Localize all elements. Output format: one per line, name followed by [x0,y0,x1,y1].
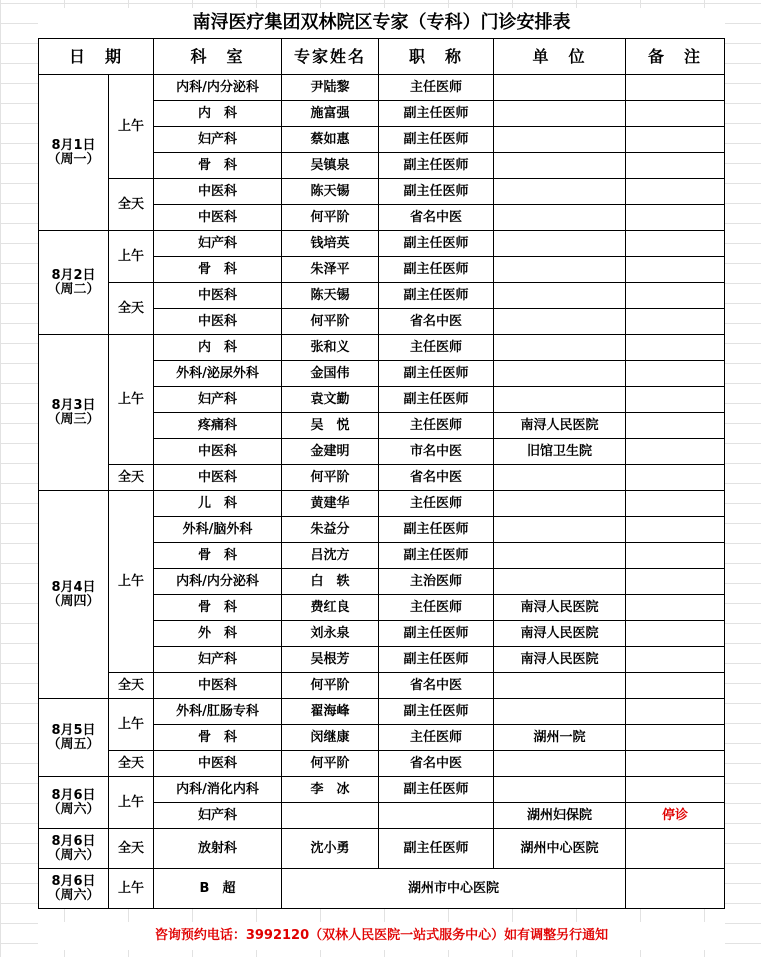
weekday-text: （周五） [47,736,100,752]
dept-cell: 妇产科 [154,647,282,673]
note-cell [626,153,725,179]
rank-cell [379,803,494,829]
session-cell: 上午 [109,231,154,283]
note-cell [626,543,725,569]
expert-name-cell: 袁文勤 [282,387,379,413]
header-rank: 职 称 [379,39,494,75]
rank-cell: 副主任医师 [379,543,494,569]
dept-cell: 内 科 [154,101,282,127]
date-cell [39,231,109,335]
dept-cell: 外科/脑外科 [154,517,282,543]
note-cell [626,647,725,673]
dept-cell: 中医科 [154,751,282,777]
rank-cell: 副主任医师 [379,621,494,647]
dept-cell: 骨 科 [154,257,282,283]
unit-cell [494,75,626,101]
table-row [39,699,725,725]
note-cell [626,361,725,387]
rank-cell: 副主任医师 [379,231,494,257]
expert-name-cell: 何平阶 [282,205,379,231]
rank-cell: 省名中医 [379,205,494,231]
table-row [39,829,725,869]
note-cell [626,413,725,439]
expert-name-cell: 尹陆黎 [282,75,379,101]
rank-cell: 省名中医 [379,673,494,699]
unit-cell [494,777,626,803]
dept-cell: 骨 科 [154,543,282,569]
unit-cell [494,153,626,179]
date-text: 8月6日 [51,787,96,803]
note-cell [626,205,725,231]
rank-cell: 主任医师 [379,491,494,517]
expert-name-cell: 陈天锡 [282,283,379,309]
expert-name-cell: 何平阶 [282,465,379,491]
table-row [39,751,725,777]
expert-name-cell: 蔡如惠 [282,127,379,153]
unit-cell [494,673,626,699]
weekday-text: （周六） [47,801,100,817]
unit-cell [494,335,626,361]
unit-cell [494,101,626,127]
note-cell: 停诊 [626,803,725,829]
dept-cell: 内科/消化内科 [154,777,282,803]
expert-name-cell: 李 冰 [282,777,379,803]
dept-cell: 中医科 [154,439,282,465]
rank-cell: 副主任医师 [379,257,494,283]
table-row [39,179,725,205]
merged-unit-cell: 湖州市中心医院 [282,869,626,909]
dept-cell: 内科/内分泌科 [154,569,282,595]
note-cell [626,439,725,465]
expert-name-cell [282,803,379,829]
unit-cell [494,751,626,777]
dept-cell: 中医科 [154,179,282,205]
expert-name-cell: 翟海峰 [282,699,379,725]
rank-cell: 主任医师 [379,595,494,621]
note-cell [626,127,725,153]
rank-cell: 主任医师 [379,335,494,361]
date-cell [39,491,109,699]
dept-cell: 中医科 [154,283,282,309]
rank-cell: 副主任医师 [379,179,494,205]
expert-name-cell: 刘永泉 [282,621,379,647]
session-cell: 全天 [109,673,154,699]
rank-cell: 市名中医 [379,439,494,465]
dept-cell: 骨 科 [154,725,282,751]
rank-cell: 副主任医师 [379,127,494,153]
rank-cell: 省名中医 [379,751,494,777]
table-row [39,673,725,699]
unit-cell [494,387,626,413]
table-row [39,283,725,309]
expert-name-cell: 闵继康 [282,725,379,751]
session-cell: 上午 [109,335,154,465]
note-cell [626,309,725,335]
expert-name-cell: 施富强 [282,101,379,127]
unit-cell [494,699,626,725]
session-cell: 上午 [109,491,154,673]
expert-name-cell: 钱培英 [282,231,379,257]
table-row [39,335,725,361]
note-cell [626,595,725,621]
footer-contact: 咨询预约电话：3992120（双林人民医院一站式服务中心）如有调整另行通知 [38,922,725,950]
table-row [39,777,725,803]
rank-cell: 副主任医师 [379,829,494,869]
rank-cell: 副主任医师 [379,361,494,387]
date-text: 8月1日 [51,137,96,153]
weekday-text: （周六） [47,847,100,863]
date-text: 8月4日 [51,579,96,595]
unit-cell [494,543,626,569]
unit-cell [494,517,626,543]
header-date: 日 期 [39,39,154,75]
unit-cell: 旧馆卫生院 [494,439,626,465]
note-cell [626,621,725,647]
session-cell: 全天 [109,283,154,335]
date-cell [39,777,109,829]
header-unit: 单 位 [494,39,626,75]
date-text: 8月3日 [51,397,96,413]
note-cell [626,673,725,699]
note-cell [626,699,725,725]
unit-cell: 湖州一院 [494,725,626,751]
table-row [39,75,725,101]
expert-name-cell: 费红良 [282,595,379,621]
rank-cell: 省名中医 [379,465,494,491]
dept-cell: 外科/肛肠专科 [154,699,282,725]
dept-cell: 妇产科 [154,387,282,413]
date-text: 8月2日 [51,267,96,283]
expert-name-cell: 吴 悦 [282,413,379,439]
unit-cell [494,309,626,335]
dept-cell: 中医科 [154,309,282,335]
unit-cell: 南浔人民医院 [494,647,626,673]
session-cell: 全天 [109,465,154,491]
dept-cell: 外 科 [154,621,282,647]
unit-cell [494,257,626,283]
expert-name-cell: 朱益分 [282,517,379,543]
note-cell [626,179,725,205]
table-row [39,491,725,517]
note-cell [626,725,725,751]
unit-cell: 南浔人民医院 [494,621,626,647]
note-cell [626,231,725,257]
dept-cell: 中医科 [154,205,282,231]
date-cell [39,829,109,869]
dept-cell: 骨 科 [154,153,282,179]
note-cell [626,491,725,517]
expert-name-cell: 陈天锡 [282,179,379,205]
header-note: 备 注 [626,39,725,75]
note-cell [626,465,725,491]
note-cell [626,75,725,101]
date-text: 8月5日 [51,722,96,738]
rank-cell: 副主任医师 [379,153,494,179]
note-cell [626,869,725,909]
expert-name-cell: 金建明 [282,439,379,465]
expert-name-cell: 吕沈方 [282,543,379,569]
date-cell [39,699,109,777]
dept-cell: 内科/内分泌科 [154,75,282,101]
dept-cell: 儿 科 [154,491,282,517]
unit-cell: 湖州中心医院 [494,829,626,869]
unit-cell [494,127,626,153]
rank-cell: 副主任医师 [379,699,494,725]
unit-cell: 南浔人民医院 [494,413,626,439]
note-cell [626,777,725,803]
dept-cell: 内 科 [154,335,282,361]
rank-cell: 副主任医师 [379,647,494,673]
dept-cell: 妇产科 [154,803,282,829]
date-cell [39,75,109,231]
page-title: 南浔医疗集团双林院区专家（专科）门诊安排表 [38,8,725,38]
weekday-text: （周四） [47,593,100,609]
rank-cell: 主任医师 [379,413,494,439]
expert-name-cell: 何平阶 [282,751,379,777]
note-cell [626,335,725,361]
rank-cell: 副主任医师 [379,283,494,309]
unit-cell [494,569,626,595]
expert-name-cell: 何平阶 [282,309,379,335]
rank-cell: 省名中医 [379,309,494,335]
unit-cell [494,231,626,257]
date-cell [39,335,109,491]
session-cell: 上午 [109,75,154,179]
weekday-text: （周六） [47,887,100,903]
note-cell [626,387,725,413]
rank-cell: 主治医师 [379,569,494,595]
dept-cell: 骨 科 [154,595,282,621]
session-cell: 全天 [109,179,154,231]
note-cell [626,101,725,127]
session-cell: 上午 [109,869,154,909]
dept-cell: 外科/泌尿外科 [154,361,282,387]
weekday-text: （周一） [47,151,100,167]
unit-cell [494,179,626,205]
session-cell: 上午 [109,777,154,829]
header-expert: 专家姓名 [282,39,379,75]
header-dept: 科 室 [154,39,282,75]
schedule-table [38,38,725,909]
rank-cell: 主任医师 [379,75,494,101]
expert-name-cell: 金国伟 [282,361,379,387]
expert-name-cell: 白 轶 [282,569,379,595]
unit-cell [494,361,626,387]
rank-cell: 副主任医师 [379,387,494,413]
note-cell [626,283,725,309]
table-row [39,869,725,909]
expert-name-cell: 吴镇泉 [282,153,379,179]
expert-name-cell: 黄建华 [282,491,379,517]
expert-name-cell: 朱泽平 [282,257,379,283]
note-cell [626,751,725,777]
table-row [39,231,725,257]
unit-cell [494,465,626,491]
dept-cell: 妇产科 [154,127,282,153]
rank-cell: 副主任医师 [379,517,494,543]
session-cell: 上午 [109,699,154,751]
dept-cell: 妇产科 [154,231,282,257]
date-cell [39,869,109,909]
date-text: 8月6日 [51,833,96,849]
weekday-text: （周二） [47,281,100,297]
unit-cell: 南浔人民医院 [494,595,626,621]
expert-name-cell: 何平阶 [282,673,379,699]
rank-cell: 副主任医师 [379,777,494,803]
unit-cell [494,205,626,231]
expert-name-cell: 吴根芳 [282,647,379,673]
note-cell [626,569,725,595]
weekday-text: （周三） [47,411,100,427]
rank-cell: 主任医师 [379,725,494,751]
expert-name-cell: 张和义 [282,335,379,361]
note-cell [626,257,725,283]
dept-cell: B 超 [154,869,282,909]
session-cell: 全天 [109,829,154,869]
expert-name-cell: 沈小勇 [282,829,379,869]
unit-cell [494,491,626,517]
date-text: 8月6日 [51,873,96,889]
session-cell: 全天 [109,751,154,777]
dept-cell: 疼痛科 [154,413,282,439]
unit-cell: 湖州妇保院 [494,803,626,829]
note-cell [626,517,725,543]
dept-cell: 放射科 [154,829,282,869]
unit-cell [494,283,626,309]
table-row [39,465,725,491]
note-cell [626,829,725,869]
dept-cell: 中医科 [154,673,282,699]
dept-cell: 中医科 [154,465,282,491]
rank-cell: 副主任医师 [379,101,494,127]
header-row [39,39,725,75]
